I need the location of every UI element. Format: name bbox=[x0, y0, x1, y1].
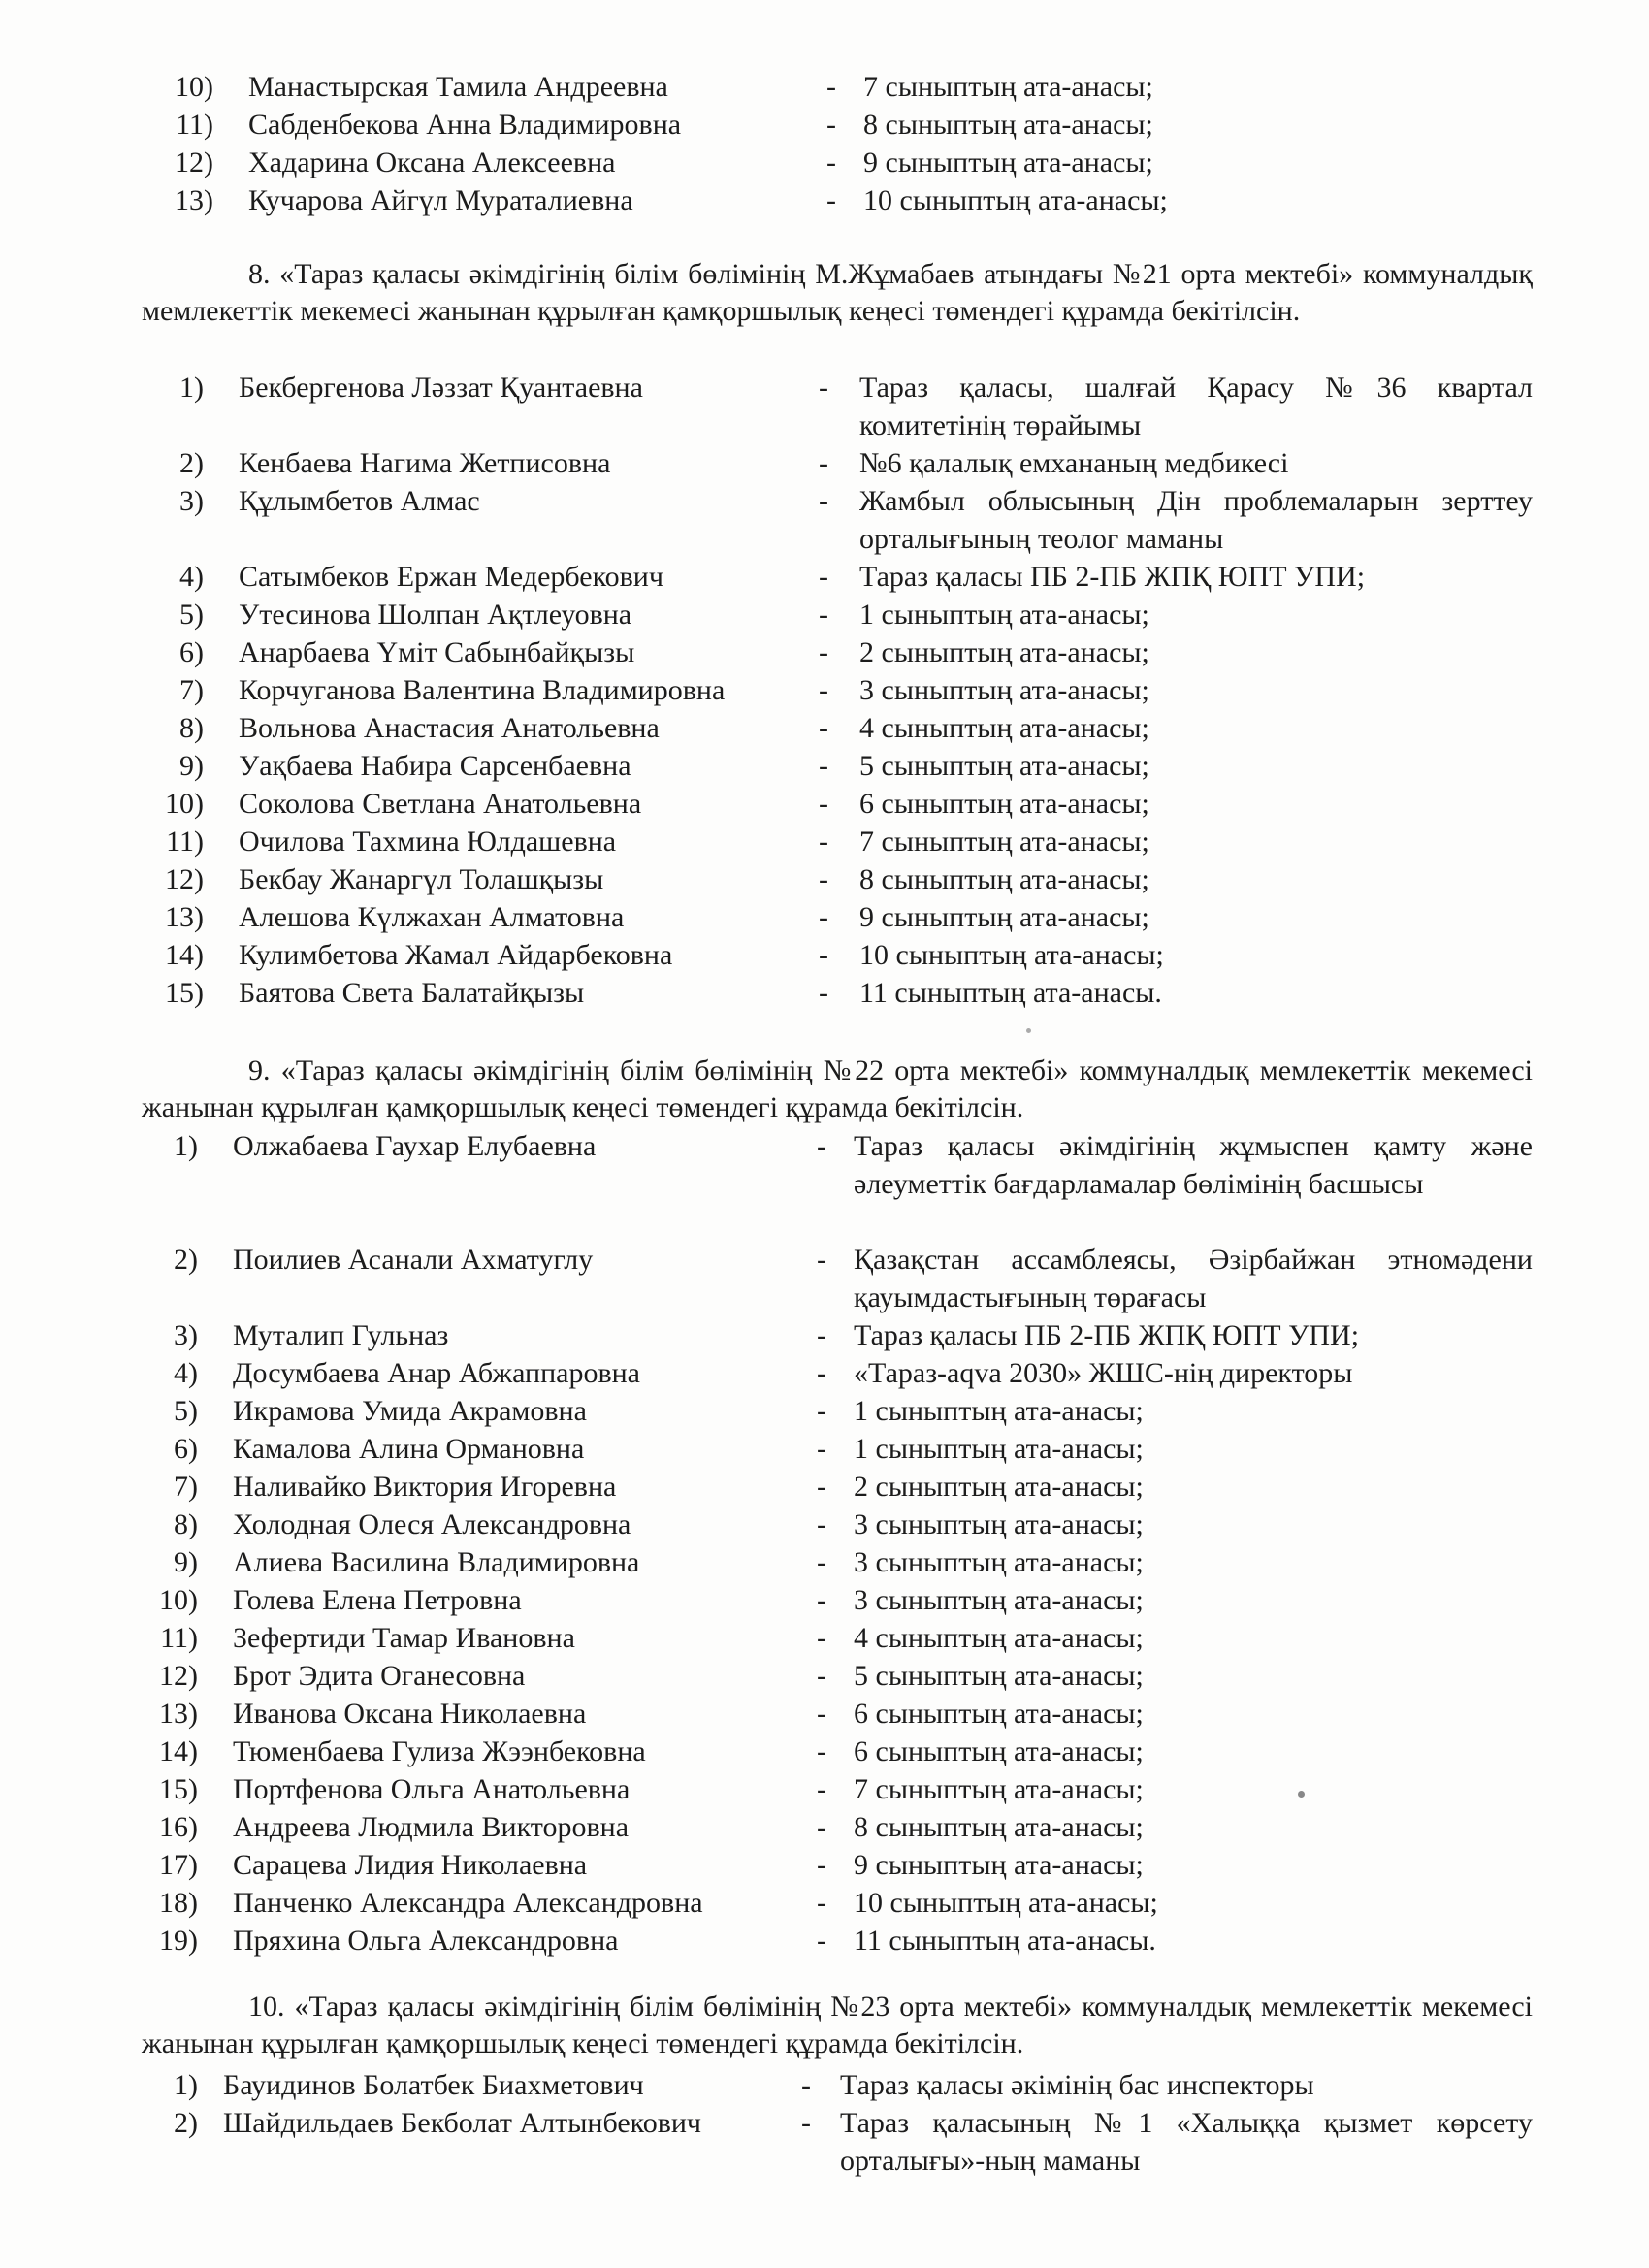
member-role: 2 сыныптың ата-анасы; bbox=[854, 1471, 1144, 1503]
member-role: 11 сыныптың ата-анасы. bbox=[859, 977, 1162, 1009]
dash-separator: - bbox=[819, 636, 828, 668]
member-role: 7 сыныптың ата-анасы; bbox=[854, 1773, 1144, 1805]
dash-separator: - bbox=[801, 2107, 811, 2139]
member-row bbox=[0, 1619, 1649, 1657]
member-row bbox=[0, 747, 1649, 785]
member-row bbox=[0, 823, 1649, 860]
dash-separator: - bbox=[826, 184, 836, 216]
scan-speck bbox=[1298, 1791, 1305, 1798]
member-number: 10) bbox=[165, 788, 204, 820]
member-number: 12) bbox=[165, 863, 204, 895]
member-row bbox=[0, 1430, 1649, 1468]
member-name: Кенбаева Нагима Жетписовна bbox=[239, 447, 611, 479]
member-role: 3 сыныптың ата-анасы; bbox=[854, 1584, 1144, 1616]
dash-separator: - bbox=[819, 750, 828, 782]
member-row bbox=[0, 1770, 1649, 1808]
dash-separator: - bbox=[819, 788, 828, 820]
member-row bbox=[0, 936, 1649, 974]
member-row bbox=[0, 1241, 1649, 1316]
member-number: 8) bbox=[174, 1508, 198, 1540]
member-row bbox=[0, 1581, 1649, 1619]
member-row bbox=[0, 1695, 1649, 1733]
dash-separator: - bbox=[819, 939, 828, 971]
dash-separator: - bbox=[819, 863, 828, 895]
member-number: 5) bbox=[179, 599, 204, 631]
member-number: 19) bbox=[159, 1925, 198, 1957]
member-row bbox=[0, 1506, 1649, 1543]
member-name: Камалова Алина Ормановна bbox=[233, 1433, 585, 1465]
member-role: 10 сыныптың ата-анасы; bbox=[854, 1887, 1158, 1919]
member-role: 9 сыныптың ата-анасы; bbox=[863, 146, 1153, 178]
member-number: 13) bbox=[175, 184, 213, 216]
member-role: 8 сыныптың ата-анасы; bbox=[859, 863, 1149, 895]
member-name: Бауидинов Болатбек Биахметович bbox=[223, 2069, 644, 2101]
member-name: Панченко Александра Александровна bbox=[233, 1887, 703, 1919]
member-number: 15) bbox=[165, 977, 204, 1009]
member-name: Иванова Оксана Николаевна bbox=[233, 1698, 587, 1730]
dash-separator: - bbox=[817, 1584, 826, 1616]
member-name: Брот Эдита Оганесовна bbox=[233, 1660, 526, 1692]
member-row bbox=[0, 1127, 1649, 1241]
member-role: Тараз қаласының №1 «Халыққа қызмет көрсету орталығы»-ның маманы bbox=[840, 2107, 1533, 2177]
member-role: Тараз қаласы әкімінің бас инспекторы bbox=[840, 2069, 1314, 2101]
member-role: Тараз қаласы ПБ 2-ПБ ЖПҚ ЮПТ УПИ; bbox=[854, 1319, 1360, 1351]
member-name: Утесинова Шолпан Ақтлеуовна bbox=[239, 599, 632, 631]
member-number: 8) bbox=[179, 712, 204, 744]
member-number: 2) bbox=[174, 1244, 198, 1276]
member-number: 10) bbox=[159, 1584, 198, 1616]
member-role: 1 сыныптың ата-анасы; bbox=[854, 1433, 1144, 1465]
member-name: Бекбергенова Ләззат Қуантаевна bbox=[239, 372, 643, 404]
member-row bbox=[0, 106, 1649, 144]
member-role: 9 сыныптың ата-анасы; bbox=[859, 901, 1149, 933]
dash-separator: - bbox=[817, 1130, 826, 1162]
member-name: Очилова Тахмина Юлдашевна bbox=[239, 826, 617, 858]
member-role: 6 сыныптың ата-анасы; bbox=[854, 1698, 1144, 1730]
dash-separator: - bbox=[801, 2069, 811, 2101]
section-10-members bbox=[0, 2066, 1649, 2180]
member-name: Алиева Василина Владимировна bbox=[233, 1546, 640, 1578]
member-name: Портфенова Ольга Анатольевна bbox=[233, 1773, 630, 1805]
member-number: 3) bbox=[174, 1319, 198, 1351]
dash-separator: - bbox=[817, 1244, 826, 1276]
member-row bbox=[0, 1922, 1649, 1960]
member-number: 4) bbox=[179, 561, 204, 593]
member-row bbox=[0, 633, 1649, 671]
member-name: Зефертиди Тамар Ивановна bbox=[233, 1622, 575, 1654]
member-row bbox=[0, 1543, 1649, 1581]
dash-separator: - bbox=[819, 901, 828, 933]
member-row bbox=[0, 1808, 1649, 1846]
dash-separator: - bbox=[819, 372, 828, 404]
member-role: Қазақстан ассамблеясы, Әзірбайжан этномәдени қауымдастығының төрағасы bbox=[854, 1244, 1533, 1313]
member-role: 5 сыныптың ата-анасы; bbox=[859, 750, 1149, 782]
dash-separator: - bbox=[817, 1887, 826, 1919]
member-row bbox=[0, 1392, 1649, 1430]
member-name: Олжабаева Гаухар Елубаевна bbox=[233, 1130, 597, 1162]
dash-separator: - bbox=[817, 1811, 826, 1843]
member-name: Сабденбекова Анна Владимировна bbox=[248, 109, 682, 141]
member-name: Манастырская Тамила Андреевна bbox=[248, 71, 668, 103]
member-number: 1) bbox=[174, 2069, 198, 2101]
member-number: 10) bbox=[175, 71, 213, 103]
dash-separator: - bbox=[817, 1925, 826, 1957]
member-role: 3 сыныптың ата-анасы; bbox=[854, 1546, 1144, 1578]
member-name: Досумбаева Анар Абжаппаровна bbox=[233, 1357, 640, 1389]
member-role: 10 сыныптың ата-анасы; bbox=[863, 184, 1168, 216]
member-number: 9) bbox=[179, 750, 204, 782]
member-number: 5) bbox=[174, 1395, 198, 1427]
member-name: Шайдильдаев Бекболат Алтынбекович bbox=[223, 2107, 702, 2139]
member-number: 16) bbox=[159, 1811, 198, 1843]
member-role: 8 сыныптың ата-анасы; bbox=[854, 1811, 1144, 1843]
member-row bbox=[0, 1884, 1649, 1922]
member-row bbox=[0, 68, 1649, 106]
member-name: Сарацева Лидия Николаевна bbox=[233, 1849, 588, 1881]
section-8-heading: 8. «Тараз қаласы әкімдігінің білім бөлімінің М.Жұмабаев атындағы №21 орта мектебі» коммуналдық мемлекеттік мекемесі жанынан құрылған қамқоршылық кеңесі төмендегі құрамда бекітілсін. bbox=[142, 258, 1533, 327]
member-role: «Тараз-aqva 2030» ЖШС-нің директоры bbox=[854, 1357, 1353, 1389]
member-name: Кулимбетова Жамал Айдарбековна bbox=[239, 939, 673, 971]
dash-separator: - bbox=[819, 826, 828, 858]
member-name: Анарбаева Үміт Сабынбайқызы bbox=[239, 636, 635, 668]
dash-separator: - bbox=[817, 1433, 826, 1465]
member-name: Голева Елена Петровна bbox=[233, 1584, 522, 1616]
member-row bbox=[0, 709, 1649, 747]
member-number: 4) bbox=[174, 1357, 198, 1389]
member-number: 11) bbox=[166, 826, 204, 858]
dash-separator: - bbox=[819, 674, 828, 706]
member-role: №6 қалалық емхананың медбикесі bbox=[859, 447, 1289, 479]
dash-separator: - bbox=[817, 1508, 826, 1540]
member-row bbox=[0, 181, 1649, 219]
dash-separator: - bbox=[817, 1357, 826, 1389]
member-role: Тараз қаласы, шалғай Қарасу №36 квартал комитетінің төрайымы bbox=[859, 372, 1533, 441]
member-number: 11) bbox=[176, 109, 213, 141]
member-role: 9 сыныптың ата-анасы; bbox=[854, 1849, 1144, 1881]
member-name: Андреева Людмила Викторовна bbox=[233, 1811, 630, 1843]
member-role: 7 сыныптың ата-анасы; bbox=[859, 826, 1149, 858]
dash-separator: - bbox=[819, 561, 828, 593]
section-7-tail-list bbox=[0, 68, 1649, 219]
member-name: Пряхина Ольга Александровна bbox=[233, 1925, 619, 1957]
member-row bbox=[0, 860, 1649, 898]
member-row bbox=[0, 898, 1649, 936]
dash-separator: - bbox=[817, 1698, 826, 1730]
member-name: Корчуганова Валентина Владимировна bbox=[239, 674, 726, 706]
member-row bbox=[0, 785, 1649, 823]
dash-separator: - bbox=[817, 1395, 826, 1427]
member-number: 9) bbox=[174, 1546, 198, 1578]
dash-separator: - bbox=[817, 1546, 826, 1578]
member-role: 1 сыныптың ата-анасы; bbox=[859, 599, 1149, 631]
member-name: Муталип Гульназ bbox=[233, 1319, 449, 1351]
member-role: 11 сыныптың ата-анасы. bbox=[854, 1925, 1156, 1957]
dash-separator: - bbox=[819, 599, 828, 631]
member-number: 12) bbox=[159, 1660, 198, 1692]
dash-separator: - bbox=[817, 1622, 826, 1654]
member-row bbox=[0, 596, 1649, 633]
member-number: 12) bbox=[175, 146, 213, 178]
member-number: 3) bbox=[179, 485, 204, 517]
member-row bbox=[0, 2104, 1649, 2180]
member-number: 7) bbox=[179, 674, 204, 706]
member-role: 7 сыныптың ата-анасы; bbox=[863, 71, 1153, 103]
member-name: Кучарова Айгүл Мураталиевна bbox=[248, 184, 633, 216]
member-name: Вольнова Анастасия Анатольевна bbox=[239, 712, 660, 744]
member-role: Тараз қаласы әкімдігінің жұмыспен қамту және әлеуметтік бағдарламалар бөлімінің басшысы bbox=[854, 1130, 1533, 1200]
member-role: 2 сыныптың ата-анасы; bbox=[859, 636, 1149, 668]
member-name: Хадарина Оксана Алексеевна bbox=[248, 146, 616, 178]
member-number: 1) bbox=[174, 1130, 198, 1162]
member-name: Уақбаева Набира Сарсенбаевна bbox=[239, 750, 631, 782]
member-row bbox=[0, 1846, 1649, 1884]
member-role: 1 сыныптың ата-анасы; bbox=[854, 1395, 1144, 1427]
member-number: 18) bbox=[159, 1887, 198, 1919]
member-row bbox=[0, 1468, 1649, 1506]
member-name: Құлымбетов Алмас bbox=[239, 485, 480, 517]
section-9-heading: 9. «Тараз қаласы әкімдігінің білім бөлімінің №22 орта мектебі» коммуналдық мемлекеттік мекемесі жанынан құрылған қамқоршылық кеңесі төмендегі құрамда бекітілсін. bbox=[142, 1054, 1533, 1123]
member-role: 4 сыныптың ата-анасы; bbox=[854, 1622, 1144, 1654]
member-number: 6) bbox=[179, 636, 204, 668]
member-row bbox=[0, 974, 1649, 1012]
member-name: Икрамова Умида Акрамовна bbox=[233, 1395, 587, 1427]
member-row bbox=[0, 671, 1649, 709]
scan-speck bbox=[1026, 1028, 1031, 1033]
member-number: 14) bbox=[159, 1735, 198, 1767]
member-name: Бекбау Жанаргүл Толашқызы bbox=[239, 863, 604, 895]
member-row bbox=[0, 482, 1649, 558]
member-number: 15) bbox=[159, 1773, 198, 1805]
member-role: 10 сыныптың ата-анасы; bbox=[859, 939, 1164, 971]
member-row bbox=[0, 1733, 1649, 1770]
dash-separator: - bbox=[819, 485, 828, 517]
dash-separator: - bbox=[817, 1773, 826, 1805]
member-number: 14) bbox=[165, 939, 204, 971]
dash-separator: - bbox=[826, 109, 836, 141]
member-number: 2) bbox=[179, 447, 204, 479]
member-role: 3 сыныптың ата-анасы; bbox=[859, 674, 1149, 706]
member-number: 2) bbox=[174, 2107, 198, 2139]
dash-separator: - bbox=[817, 1660, 826, 1692]
dash-separator: - bbox=[817, 1849, 826, 1881]
member-number: 13) bbox=[165, 901, 204, 933]
member-name: Сатымбеков Ержан Медербекович bbox=[239, 561, 663, 593]
member-row bbox=[0, 2066, 1649, 2104]
member-number: 6) bbox=[174, 1433, 198, 1465]
member-name: Баятова Света Балатайқызы bbox=[239, 977, 585, 1009]
member-name: Холодная Олеся Александровна bbox=[233, 1508, 631, 1540]
section-9-members bbox=[0, 1127, 1649, 1960]
member-number: 7) bbox=[174, 1471, 198, 1503]
member-name: Соколова Светлана Анатольевна bbox=[239, 788, 642, 820]
dash-separator: - bbox=[826, 71, 836, 103]
section-8-members bbox=[0, 369, 1649, 1012]
member-role: 4 сыныптың ата-анасы; bbox=[859, 712, 1149, 744]
member-number: 13) bbox=[159, 1698, 198, 1730]
member-row bbox=[0, 1316, 1649, 1354]
member-role: Жамбыл облысының Дін проблемаларын зерттеу орталығының теолог маманы bbox=[859, 485, 1533, 555]
member-row bbox=[0, 369, 1649, 444]
member-row bbox=[0, 558, 1649, 596]
member-row bbox=[0, 144, 1649, 181]
member-name: Алешова Күлжахан Алматовна bbox=[239, 901, 625, 933]
member-row bbox=[0, 444, 1649, 482]
section-10-heading: 10. «Тараз қаласы әкімдігінің білім бөлімінің №23 орта мектебі» коммуналдық мемлекеттік мекемесі жанынан құрылған қамқоршылық кеңесі төмендегі құрамда бекітілсін. bbox=[142, 1991, 1533, 2059]
member-role: 5 сыныптың ата-анасы; bbox=[854, 1660, 1144, 1692]
dash-separator: - bbox=[817, 1735, 826, 1767]
member-role: 3 сыныптың ата-анасы; bbox=[854, 1508, 1144, 1540]
member-name: Поилиев Асанали Ахматуглу bbox=[233, 1244, 594, 1276]
member-name: Наливайко Виктория Игоревна bbox=[233, 1471, 617, 1503]
member-role: Тараз қаласы ПБ 2-ПБ ЖПҚ ЮПТ УПИ; bbox=[859, 561, 1366, 593]
dash-separator: - bbox=[819, 712, 828, 744]
dash-separator: - bbox=[826, 146, 836, 178]
member-row bbox=[0, 1354, 1649, 1392]
member-number: 17) bbox=[159, 1849, 198, 1881]
member-number: 1) bbox=[179, 372, 204, 404]
member-number: 11) bbox=[160, 1622, 198, 1654]
dash-separator: - bbox=[819, 977, 828, 1009]
dash-separator: - bbox=[819, 447, 828, 479]
member-role: 6 сыныптың ата-анасы; bbox=[854, 1735, 1144, 1767]
dash-separator: - bbox=[817, 1319, 826, 1351]
member-name: Тюменбаева Гулиза Жээнбековна bbox=[233, 1735, 646, 1767]
member-row bbox=[0, 1657, 1649, 1695]
member-role: 6 сыныптың ата-анасы; bbox=[859, 788, 1149, 820]
member-role: 8 сыныптың ата-анасы; bbox=[863, 109, 1153, 141]
dash-separator: - bbox=[817, 1471, 826, 1503]
